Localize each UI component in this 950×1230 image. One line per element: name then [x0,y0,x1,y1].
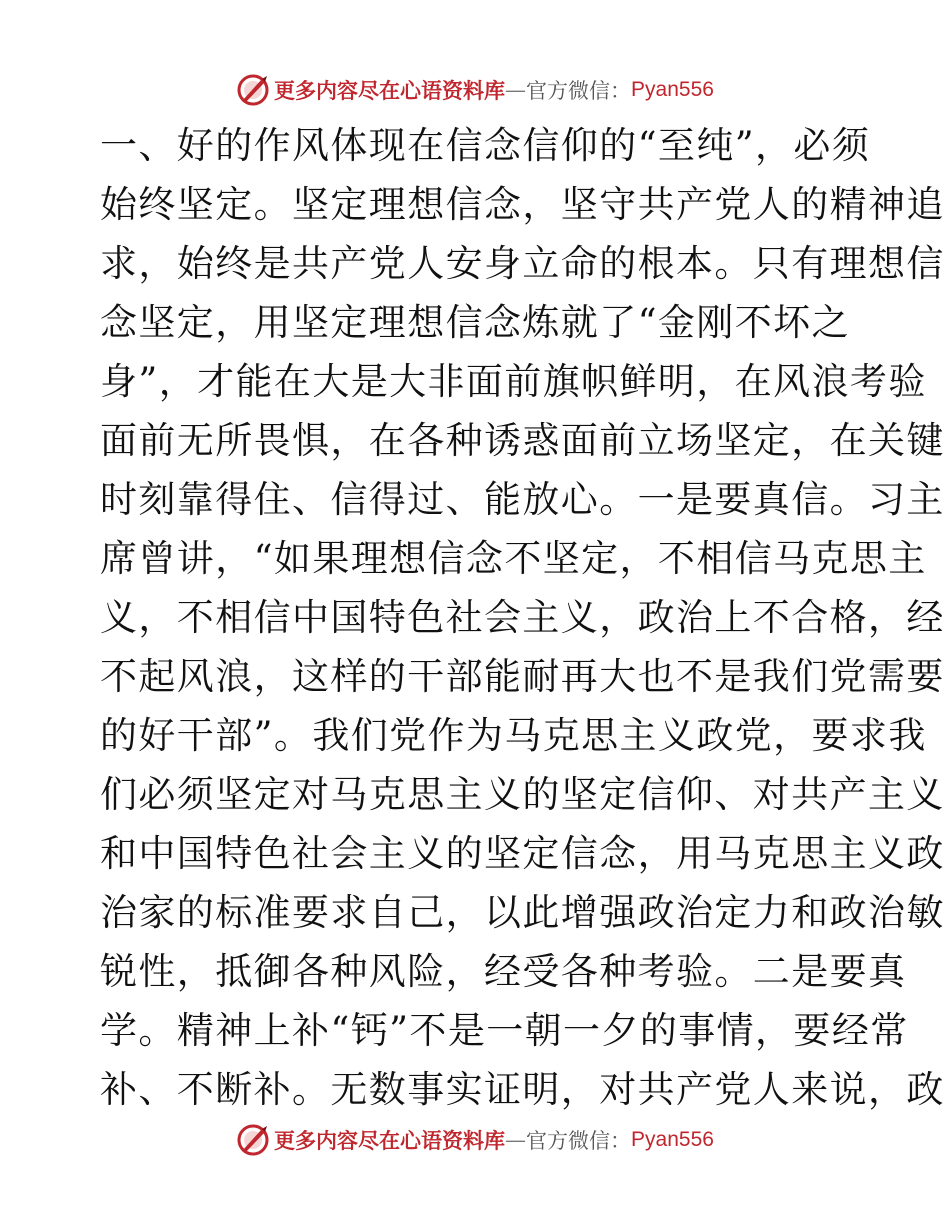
text-line: 始终坚定。坚定理想信念，坚守共产党人的精神追 [100,183,945,226]
text-line: 补、不断补。无数事实证明，对共产党人来说，政 [100,1068,945,1111]
footer-banner [0,1120,950,1160]
banner-wechat-label: 官方微信： [526,79,632,103]
banner-text: 更多内容尽在心语资料库 [274,78,506,103]
text-line: 求，始终是共产党人安身立命的根本。只有理想信 [100,242,945,285]
text-line: 和中国特色社会主义的坚定信念，用马克思主义政 [100,832,945,875]
text-line: 身”，才能在大是大非面前旗帜鲜明，在风浪考验 [100,360,927,403]
text-line: 时刻靠得住、信得过、能放心。一是要真信。习主 [100,478,945,521]
banner-wechat-label: 官方微信： [526,1129,632,1153]
banner-separator: — [505,1128,527,1152]
header-banner [0,70,950,110]
quill-logo-icon [236,73,270,107]
text-line: 面前无所畏惧，在各种诱惑面前立场坚定，在关键 [100,419,945,462]
banner-wechat-id: Pyan556 [631,78,714,101]
text-line: 念坚定，用坚定理想信念炼就了“金刚不坏之 [100,301,850,344]
banner-separator: — [505,78,527,102]
text-line: 学。精神上补“钙”不是一朝一夕的事情，要经常 [100,1009,909,1052]
text-line: 义，不相信中国特色社会主义，政治上不合格，经 [100,596,945,639]
banner-text: 更多内容尽在心语资料库 [274,1128,506,1153]
text-line: 锐性，抵御各种风险，经受各种考验。二是要真 [100,950,907,993]
banner-wechat-id: Pyan556 [631,1128,714,1151]
text-line: 不起风浪，这样的干部能耐再大也不是我们党需要 [100,655,945,698]
document-body [100,116,945,1119]
text-line: 的好干部”。我们党作为马克思主义政党，要求我 [100,714,927,757]
text-line: 一、好的作风体现在信念信仰的“至纯”，必须 [100,124,871,167]
text-line: 治家的标准要求自己，以此增强政治定力和政治敏 [100,891,945,934]
quill-logo-icon [236,1123,270,1157]
text-line: 们必须坚定对马克思主义的坚定信仰、对共产主义 [100,773,945,816]
text-line: 席曾讲，“如果理想信念不坚定，不相信马克思主 [100,537,927,580]
